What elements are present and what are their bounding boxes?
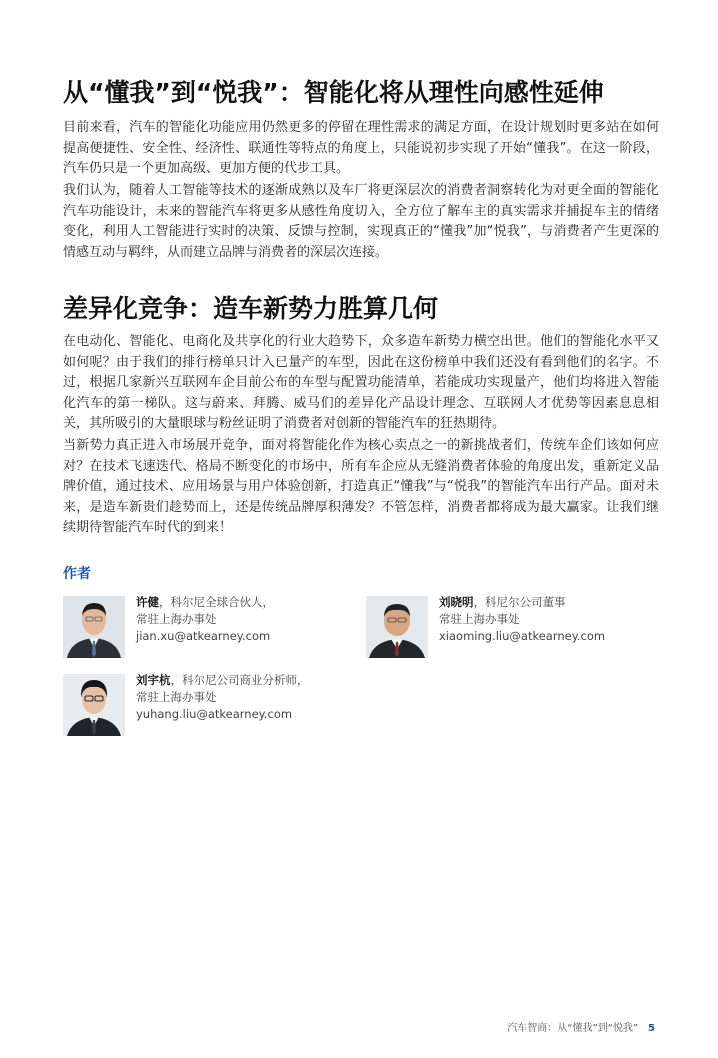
author-card-3 [63,674,363,738]
author-office-2: 常驻上海办事处 [439,612,520,626]
section1-paragraph-1: 目前来看，汽车的智能化功能应用仍然更多的停留在理性需求的满足方面，在设计规划时更多站在如何提高便捷性、安全性、经济性、联通性等特点的角度上，只能说初步实现了开始“懂我”。在这一阶段，汽车仍只是一个更加高级、更加方便的代步工具。 [63,120,659,176]
author-photo-1 [63,596,125,658]
authors-heading: 作者 [63,566,91,582]
author-title-2: ，科尼尔公司董事 [473,595,566,609]
section1-heading: 从“懂我”到“悦我”：智能化将从理性向感性延伸 [63,78,604,107]
page-footer [507,1019,655,1034]
author-office-3: 常驻上海办事处 [136,690,217,704]
author-info-3 [136,672,309,723]
author-name-3: 刘宇杭 [136,673,171,687]
author-card-1 [63,596,363,660]
author-name-1: 许健 [136,595,159,609]
footer-title: 汽车智商：从“懂我”到“悦我” [507,1023,639,1034]
page-number: 5 [648,1023,655,1034]
author-email-3[interactable]: yuhang.liu@atkearney.com [136,707,293,721]
section2-paragraph-2: 当新势力真正进入市场展开竞争，面对将智能化作为核心卖点之一的新挑战者们，传统车企们该如何应对？在技术飞速迭代、格局不断变化的市场中，所有车企应从无缝消费者体验的角度出发，重新定义品牌价值，通过技术、应用场景与用户体验创新，打造真正“懂我”与“悦我”的智能汽车出行产品。面对未来，是造车新贵们趁势而上，还是传统品牌厚积薄发？不管怎样，消费者都将成为最大赢家。让我们继续期待智能汽车时代的到来！ [63,438,659,535]
author-title-3: ，科尔尼公司商业分析师， [170,673,309,687]
author-card-2 [366,596,666,660]
author-photo-3 [63,674,125,736]
author-email-1[interactable]: jian.xu@atkearney.com [136,629,271,643]
author-photo-2 [366,596,428,658]
author-info-2 [439,594,605,645]
author-office-1: 常驻上海办事处 [136,612,217,626]
section2-paragraph-1: 在电动化、智能化、电商化及共享化的行业大趋势下，众多造车新势力横空出世。他们的智能化水平又如何呢？由于我们的排行榜单只计入已量产的车型，因此在这份榜单中我们还没有看到他们的名字。不过，根据几家新兴互联网车企目前公布的车型与配置功能清单，若能成功实现量产，他们均将进入智能化汽车的第一梯队。这与蔚来、拜腾、威马们的差异化产品设计理念、互联网人才优势等因素息息相关，其所吸引的大量眼球与粉丝证明了消费者对创新的智能汽车的狂热期待。 [63,334,659,431]
section1-paragraph-2: 我们认为，随着人工智能等技术的逐渐成熟以及车厂将更深层次的消费者洞察转化为对更全面的智能化汽车功能设计，未来的智能汽车将更多从感性角度切入，全方位了解车主的真实需求并捕捉车主的情绪变化，利用人工智能进行实时的决策、反馈与控制，实现真正的“懂我”加“悦我”，与消费者产生更深的情感互动与羁绊，从而建立品牌与消费者的深层次连接。 [63,183,659,260]
author-email-2[interactable]: xiaoming.liu@atkearney.com [439,629,606,643]
section2-heading: 差异化竞争：造车新势力胜算几何 [63,294,439,323]
author-title-1: ，科尔尼全球合伙人， [159,595,274,609]
author-name-2: 刘晓明 [439,595,474,609]
author-info-1 [136,594,274,645]
